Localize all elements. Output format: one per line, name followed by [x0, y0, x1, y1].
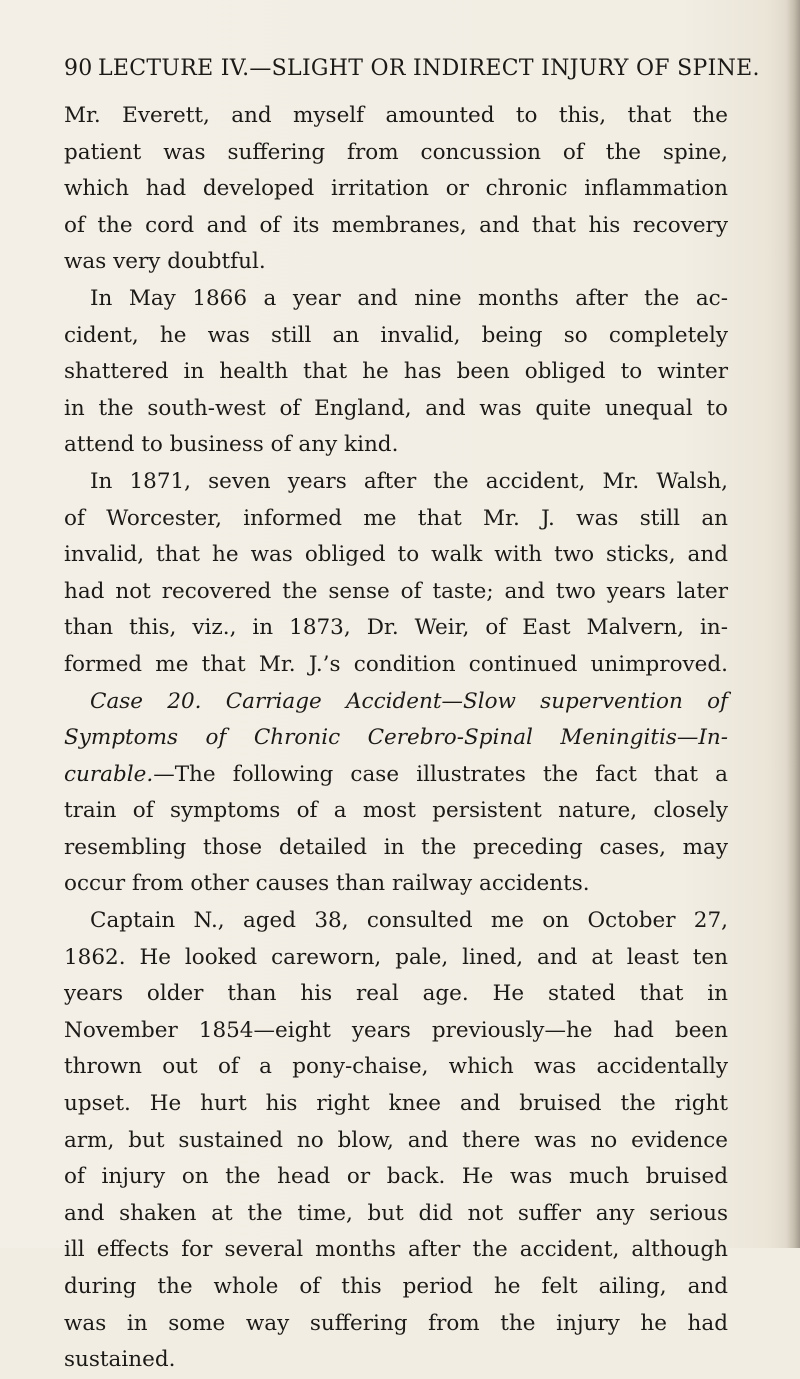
text-line: thrown out of a pony-chaise, which was accidentally [64, 1054, 728, 1080]
text-line: Mr. Everett, and myself amounted to this, that the [64, 103, 728, 128]
page-header [64, 56, 760, 86]
running-title: LECTURE IV.—SLIGHT OR INDIRECT INJURY OF SPINE. [98, 56, 760, 81]
text-line: attend to business of any kind. [64, 432, 399, 458]
page-edge-shadow [786, 0, 800, 1248]
case-heading-italic: curable. [64, 761, 154, 787]
text-line: of the cord and of its membranes, and that his recovery [64, 212, 728, 238]
text-line: shattered in health that he has been obliged to winter [64, 359, 728, 385]
text-line: 1862. He looked careworn, pale, lined, and at least ten [64, 944, 728, 970]
text-line: had not recovered the sense of taste; and two years later [64, 578, 728, 604]
text-line: train of symptoms of a most persistent nature, closely [64, 798, 728, 824]
text-line: was in some way suffering from the injury he had [64, 1310, 728, 1336]
case-heading-italic: Symptoms of Chronic Cerebro-Spinal Meningitis—In- [64, 725, 728, 751]
case-heading-line [64, 757, 728, 794]
text-line: November 1854—eight years previously—he had been [64, 1017, 728, 1043]
text-line: Captain N., aged 38, consulted me on October 27, [90, 908, 728, 934]
text-line: of injury on the head or back. He was much bruised [64, 1164, 728, 1190]
text-line: and shaken at the time, but did not suffer any serious [64, 1200, 728, 1226]
case-heading-line [64, 720, 728, 757]
text-line: invalid, that he was obliged to walk with two sticks, and [64, 542, 728, 568]
text-line: sustained. [64, 1347, 176, 1373]
text-line: was very doubtful. [64, 249, 266, 275]
text-line: arm, but sustained no blow, and there was no evidence [64, 1127, 728, 1153]
text-line: than this, viz., in 1873, Dr. Weir, of East Malvern, in- [64, 615, 728, 641]
text-line: which had developed irritation or chronic inflammation [64, 176, 728, 202]
page-number: 90 [64, 56, 93, 81]
text-line: in the south-west of England, and was quite unequal to [64, 395, 728, 421]
text-line: years older than his real age. He stated that in [64, 981, 728, 1007]
text-line: In 1871, seven years after the accident, Mr. Walsh, [90, 468, 728, 494]
text-line: formed me that Mr. J.’s condition continued unimproved. [64, 651, 728, 677]
text-line: of Worcester, informed me that Mr. J. was still an [64, 505, 728, 531]
case-intro-text: —The following case illustrates the fact that a [153, 761, 728, 787]
text-line: ill effects for several months after the accident, although [64, 1237, 728, 1263]
case-heading-line [64, 684, 728, 721]
text-line: patient was suffering from concussion of the spine, [64, 139, 728, 165]
text-line: upset. He hurt his right knee and bruised the right [64, 1091, 728, 1117]
text-line: occur from other causes than railway accidents. [64, 871, 590, 897]
case-heading-italic: Case 20. Carriage Accident—Slow supervention of [90, 688, 728, 714]
text-line: resembling those detailed in the preceding cases, may [64, 834, 728, 860]
text-line: during the whole of this period he felt ailing, and [64, 1274, 728, 1299]
body-text [64, 98, 728, 1379]
text-line: In May 1866 a year and nine months after the ac- [90, 285, 728, 311]
text-line: cident, he was still an invalid, being so completely [64, 322, 728, 348]
